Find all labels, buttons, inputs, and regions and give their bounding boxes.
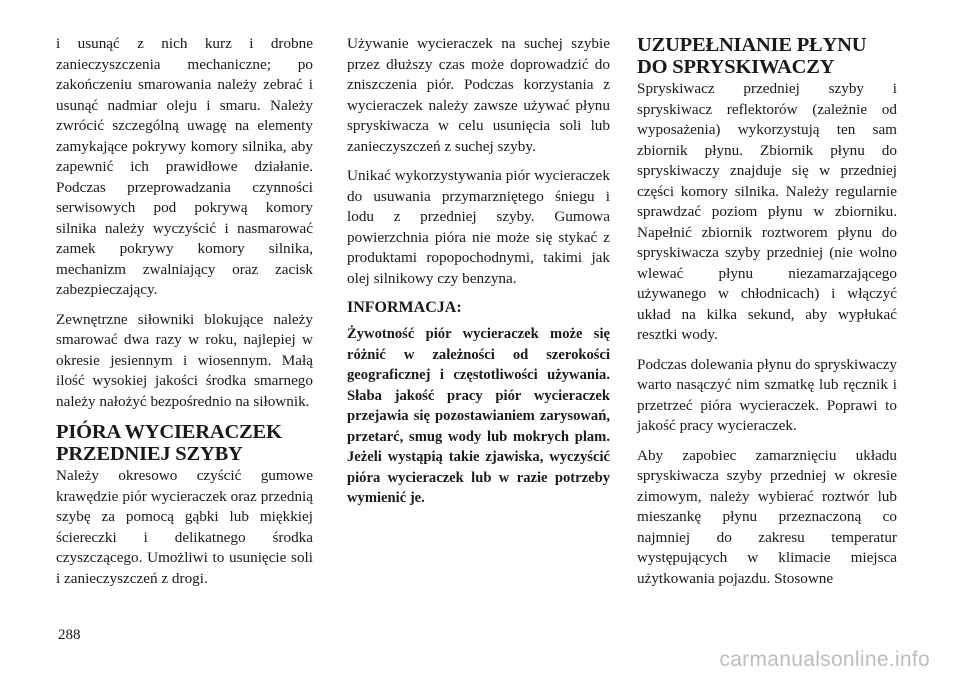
paragraph-refill-tip: Podczas dolewania płynu do spryskiwaczy warto nasączyć nim szmatkę lub ręcznik i przetrzeć pióra wycieraczek. Poprawi to jakość pracy wycieraczek. [637,355,897,434]
heading-washer-fluid-line2: DO SPRYSKIWACZY [637,56,835,78]
column-left [56,34,313,598]
heading-wiper-blades [56,421,313,465]
paragraph-avoid-ice: Unikać wykorzystywania piór wycieraczek do usuwania przymarzniętego śniegu i lodu z przedniej szyby. Gumowa powierzchnia pióra nie może się stykać z produktami ropopochodnymi, takimi jak olej silnikowy czy benzyna. [347,167,610,287]
paragraph-dry-glass: Używanie wycieraczek na suchej szybie przez dłuższy czas może doprowadzić do zniszczenia piór. Podczas korzystania z wycieraczek należy zawsze używać płynu spryskiwacza w celu usunięcia soli lub zanieczyszczeń z suchej szyby. [347,35,610,155]
watermark: carmanualsonline.info [719,648,930,671]
page-number: 288 [58,627,81,643]
column-right [637,34,897,598]
paragraph-lubrication: i usunąć z nich kurz i drobne zanieczyszczenia mechaniczne; po zakończeniu smarowania należy zebrać i usunąć nadmiar oleju i smaru. Należy zwrócić szczególną uwagę na elementy zamykające pokrywy komory silnika, aby zapewnić ich prawidłowe działanie. Podczas przeprowadzania czynności serwisowych pod pokrywą komory silnika należy wyczyścić i nasmarować zamek pokrywy komory silnika, mechanizm zwalniający oraz zacisk zabezpieczający. [56,35,313,298]
paragraph-washer-reservoir: Spryskiwacz przedniej szyby i spryskiwacz reflektorów (zależnie od wyposażenia) wykorzystują ten sam zbiornik płynu. Zbiornik płynu do spryskiwaczy znajduje się w przedniej części komory silnika. Należy regularnie sprawdzać poziom płynu w zbiorniku. Napełnić zbiornik roztworem płynu do spryskiwacza szyby przedniej (nie wolno wlewać płynu niezamarzającego używanego w chłodnicach) i włączyć układ na kilka sekund, aby wypłukać resztki wody. [637,80,897,343]
heading-washer-fluid-line1: UZUPEŁNIANIE PŁYNU [637,34,867,56]
column-middle [347,34,610,518]
paragraph-winter-protection: Aby zapobiec zamarznięciu układu spryskiwacza szyby przedniej w okresie zimowym, należy wybierać roztwór lub mieszankę płynu przeznaczoną co najmniej do zakresu temperatur występujących w klimacie miejsca użytkowania pojazdu. Stosowne [637,446,897,587]
heading-wiper-blades-line2: PRZEDNIEJ SZYBY [56,443,243,465]
paragraph-lock-actuators: Zewnętrzne siłowniki blokujące należy smarować dwa razy w roku, najlepiej w okresie jesiennym i wiosennym. Małą ilość wysokiej jakości środka smarnego należy nałożyć bezpośrednio na siłownik. [56,310,313,410]
heading-wiper-blades-line1: PIÓRA WYCIERACZEK [56,421,282,443]
info-label: INFORMACJA: [347,299,462,316]
heading-washer-fluid [637,34,897,78]
paragraph-wiper-cleaning: Należy okresowo czyścić gumowe krawędzie piór wycieraczek oraz przednią szybę za pomocą gąbki lub miękkiej ściereczki i delikatnego środka czyszczącego. Umożliwi to usunięcie soli i zanieczyszczeń z drogi. [56,467,313,587]
info-text: Żywotność piór wycieraczek może się różnić w zależności od szerokości geograficznej i częstotliwości używania. Słaba jakość pracy piór wycieraczek przejawia się pozostawianiem zarysowań, przetarć, smug wody lub mokrych plam. Jeżeli wystąpią takie zjawiska, wyczyścić pióra wycieraczek lub w razie potrzeby wymienić je. [347,326,610,506]
